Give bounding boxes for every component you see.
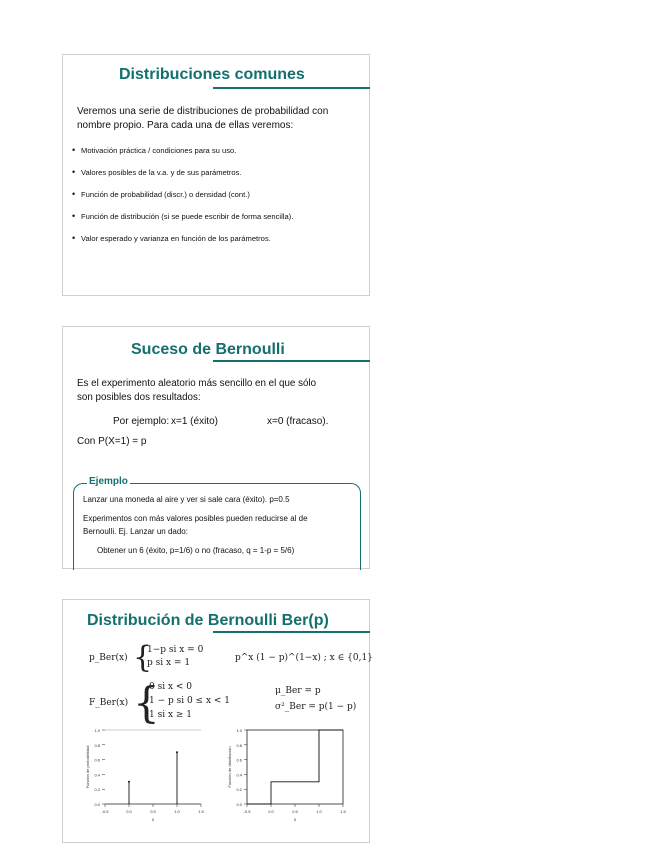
example-success: x=1 (éxito) <box>171 416 218 427</box>
x-axis-label: x <box>293 817 297 822</box>
slide-suceso-bernoulli <box>62 326 370 569</box>
example-line: Bernoulli. Ej. Lanzar un dado: <box>83 527 188 536</box>
pmf-point <box>128 781 130 783</box>
y-tick-label: 1.0 <box>94 728 100 733</box>
y-axis-label: Función de distribución <box>227 746 232 788</box>
slide-distribucion-bernoulli <box>62 599 373 843</box>
list-item: • Valores posibles de la v.a. y de sus parámetros. <box>81 168 242 177</box>
cdf-chart <box>223 726 353 826</box>
list-item: • Valor esperado y varianza en función de los parámetros. <box>81 234 271 243</box>
y-tick-label: 0.8 <box>236 742 242 748</box>
y-tick-label: 0.0 <box>236 802 242 807</box>
cdf-case: 1 si x ≥ 1 <box>149 710 193 720</box>
plot-frame <box>247 730 343 804</box>
title-underline <box>213 631 370 633</box>
pmf-lhs: p_Ber(x) <box>89 653 128 663</box>
cdf-step-line <box>247 730 343 804</box>
x-tick-label: 0.5 <box>292 809 298 814</box>
mean-formula: μ_Ber = p <box>275 686 321 696</box>
y-axis-label: Función de probabilidad <box>85 745 90 789</box>
y-tick-label: 0.4 <box>236 772 242 778</box>
probability-statement: Con P(X=1) = p <box>77 436 147 447</box>
definition-line: son posibles dos resultados: <box>77 392 201 403</box>
cdf-case: 1 − p si 0 ≤ x < 1 <box>149 696 231 706</box>
pmf-chart <box>81 726 211 826</box>
title-underline <box>213 87 370 89</box>
definition-line: Es el experimento aleatorio más sencillo en el que sólo <box>77 378 317 389</box>
x-tick-label: 0.0 <box>126 809 132 814</box>
y-tick-label: 0.4 <box>94 772 100 778</box>
slide-title: Distribuciones comunes <box>119 66 305 83</box>
slide-title: Distribución de Bernoulli Ber(p) <box>87 612 329 629</box>
x-tick-label: 1.5 <box>340 809 346 814</box>
title-underline <box>213 360 370 362</box>
list-item: • Motivación práctica / condiciones para su uso. <box>81 146 236 155</box>
pmf-case: 1−p si x = 0 <box>147 645 204 655</box>
slide-distribuciones-comunes <box>62 54 370 296</box>
y-tick-label: 0.8 <box>94 742 100 748</box>
intro-line: Veremos una serie de distribuciones de probabilidad con <box>77 106 329 117</box>
x-tick-label: -0.5 <box>243 809 251 814</box>
variance-formula: σ²_Ber = p(1 − p) <box>275 702 357 712</box>
pmf-compact: p^x (1 − p)^(1−x) ; x ∈ {0,1} <box>235 653 373 663</box>
example-line: Lanzar una moneda al aire y ver si sale cara (éxito). p=0.5 <box>83 495 290 504</box>
example-failure: x=0 (fracaso). <box>267 416 329 427</box>
list-item: • Función de probabilidad (discr.) o densidad (cont.) <box>81 190 250 199</box>
pmf-point <box>176 751 178 753</box>
y-tick-label: 0.2 <box>236 787 242 793</box>
example-line: Experimentos con más valores posibles pueden reducirse al de <box>83 514 308 523</box>
list-item: • Función de distribución (si se puede escribir de forma sencilla). <box>81 212 293 221</box>
y-tick-label: 1.0 <box>236 728 242 733</box>
slide-title: Suceso de Bernoulli <box>131 341 285 358</box>
example-prefix: Por ejemplo: <box>113 416 170 427</box>
x-tick-label: 1.5 <box>198 809 204 814</box>
x-tick-label: 1.0 <box>174 809 180 814</box>
x-tick-label: 0.5 <box>150 809 156 814</box>
x-axis-label: x <box>151 817 155 822</box>
cdf-lhs: F_Ber(x) <box>89 698 129 708</box>
example-box-label: Ejemplo <box>89 476 128 487</box>
y-tick-label: 0.2 <box>94 787 100 793</box>
intro-line: nombre propio. Para cada una de ellas veremos: <box>77 120 294 131</box>
cdf-case: 0 si x < 0 <box>149 682 193 692</box>
example-line: Obtener un 6 (éxito, p=1/6) o no (fracaso, q = 1-p = 5/6) <box>97 546 295 555</box>
cdf-brace: { <box>133 678 160 727</box>
pmf-case: p si x = 1 <box>147 658 191 668</box>
x-tick-label: 0.0 <box>268 809 274 814</box>
x-tick-label: 1.0 <box>316 809 322 814</box>
x-tick-label: -0.5 <box>101 809 109 814</box>
y-tick-label: 0.0 <box>94 802 100 807</box>
y-tick-label: 0.6 <box>236 757 242 763</box>
y-tick-label: 0.6 <box>94 757 100 763</box>
pmf-brace: { <box>133 640 153 675</box>
